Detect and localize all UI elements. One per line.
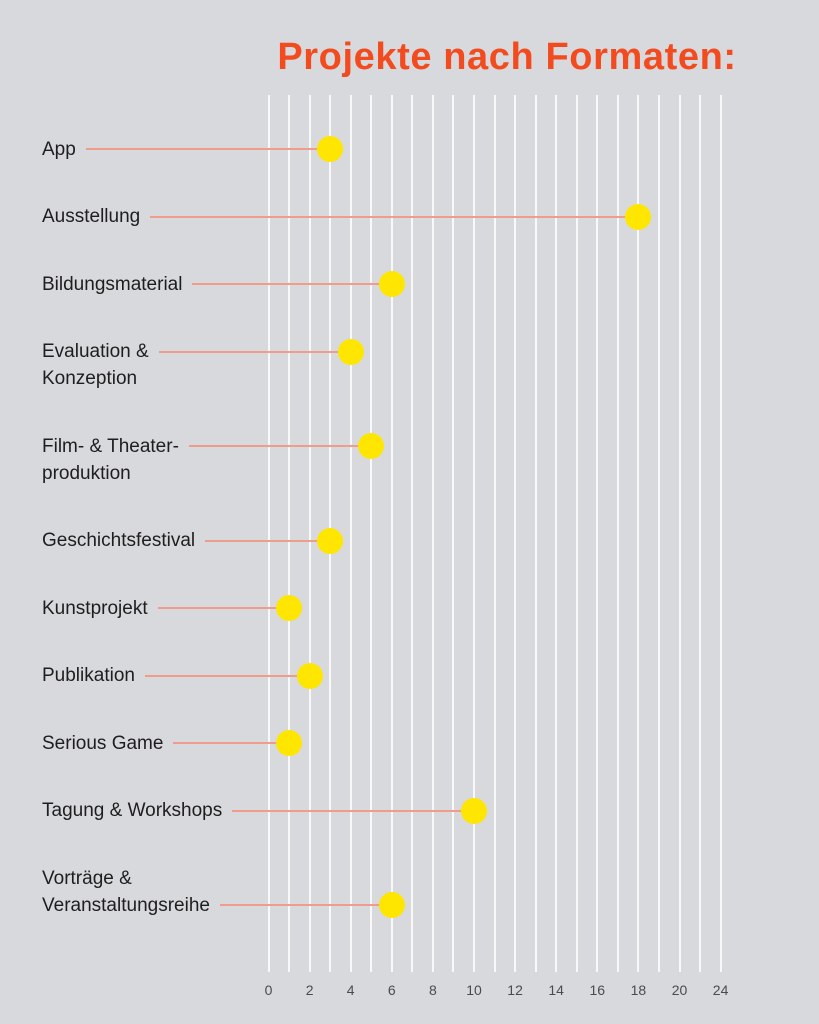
category-label: [42, 338, 149, 392]
x-tick-label: 20: [671, 982, 688, 998]
x-tick-label: 12: [507, 982, 523, 998]
gridline: [555, 95, 557, 972]
chart-title: Projekte nach Formaten:: [277, 36, 737, 78]
category-label: [42, 662, 135, 689]
category-label-line: Film- & Theater-: [42, 435, 179, 457]
data-dot: [317, 136, 343, 162]
gridline: [617, 95, 619, 972]
x-tick-label: 18: [630, 982, 647, 998]
gridline: [679, 95, 681, 972]
category-label: [42, 433, 179, 487]
category-label-line: Vorträge &: [42, 867, 132, 889]
x-tick-label: 8: [428, 982, 437, 998]
data-dot: [276, 595, 302, 621]
connector-line: [158, 607, 289, 609]
category-label-line: Evaluation &: [42, 341, 149, 362]
data-dot: [276, 730, 302, 756]
x-tick-label: 2: [305, 982, 314, 998]
x-tick-label: 4: [346, 982, 355, 998]
connector-line: [232, 810, 474, 812]
gridline: [350, 95, 352, 972]
data-dot: [317, 528, 343, 554]
category-label-line: produktion: [42, 462, 131, 484]
connector-line: [145, 675, 310, 677]
category-label: [42, 865, 210, 919]
connector-line: [220, 904, 392, 906]
x-tick-label: 14: [548, 982, 564, 998]
gridline: [268, 95, 270, 972]
gridline: [514, 95, 516, 972]
x-tick-label: 6: [387, 982, 396, 998]
gridline: [411, 95, 413, 972]
connector-line: [205, 540, 330, 542]
category-label-line: Bildungsmaterial: [42, 273, 183, 295]
category-label: [42, 527, 195, 554]
gridline: [658, 95, 660, 972]
category-label-line: Kunstprojekt: [42, 597, 148, 619]
x-tick-label: 24: [712, 982, 729, 998]
category-label-line: Publikation: [42, 665, 135, 686]
gridline: [720, 95, 722, 972]
gridline: [288, 95, 290, 972]
connector-line: [150, 216, 638, 218]
data-dot: [379, 892, 405, 918]
x-tick-label: 0: [264, 982, 273, 998]
gridline: [391, 95, 393, 972]
category-label-line: Tagung & Workshops: [42, 800, 223, 821]
gridline: [576, 95, 578, 972]
category-label-line: Serious Game: [42, 732, 164, 754]
category-label-line: Konzeption: [42, 368, 138, 389]
gridline: [535, 95, 537, 972]
connector-line: [173, 742, 289, 744]
data-dot: [625, 204, 651, 230]
connector-line: [86, 148, 330, 150]
gridline: [596, 95, 598, 972]
gridline: [432, 95, 434, 972]
category-label: [42, 595, 148, 622]
category-label-line: Ausstellung: [42, 206, 141, 227]
connector-line: [192, 283, 392, 285]
category-label: [42, 136, 76, 163]
category-label: [42, 730, 163, 757]
connector-line: [189, 445, 371, 447]
gridline: [309, 95, 311, 972]
gridline: [370, 95, 372, 972]
data-dot: [461, 798, 487, 824]
gridline: [699, 95, 701, 972]
category-label-line: App: [42, 138, 76, 160]
data-dot: [379, 271, 405, 297]
gridline: [494, 95, 496, 972]
category-label-line: Geschichtsfestival: [42, 530, 196, 551]
data-dot: [297, 663, 323, 689]
x-tick-label: 16: [589, 982, 606, 998]
data-dot: [338, 339, 364, 365]
gridline: [473, 95, 475, 972]
x-tick-label: 10: [466, 982, 482, 998]
category-label: [42, 797, 222, 824]
connector-line: [159, 351, 351, 353]
category-label: [42, 271, 182, 298]
category-label-line: Veranstaltungsreihe: [42, 894, 210, 916]
category-label: [42, 203, 140, 230]
data-dot: [358, 433, 384, 459]
gridline: [452, 95, 454, 972]
